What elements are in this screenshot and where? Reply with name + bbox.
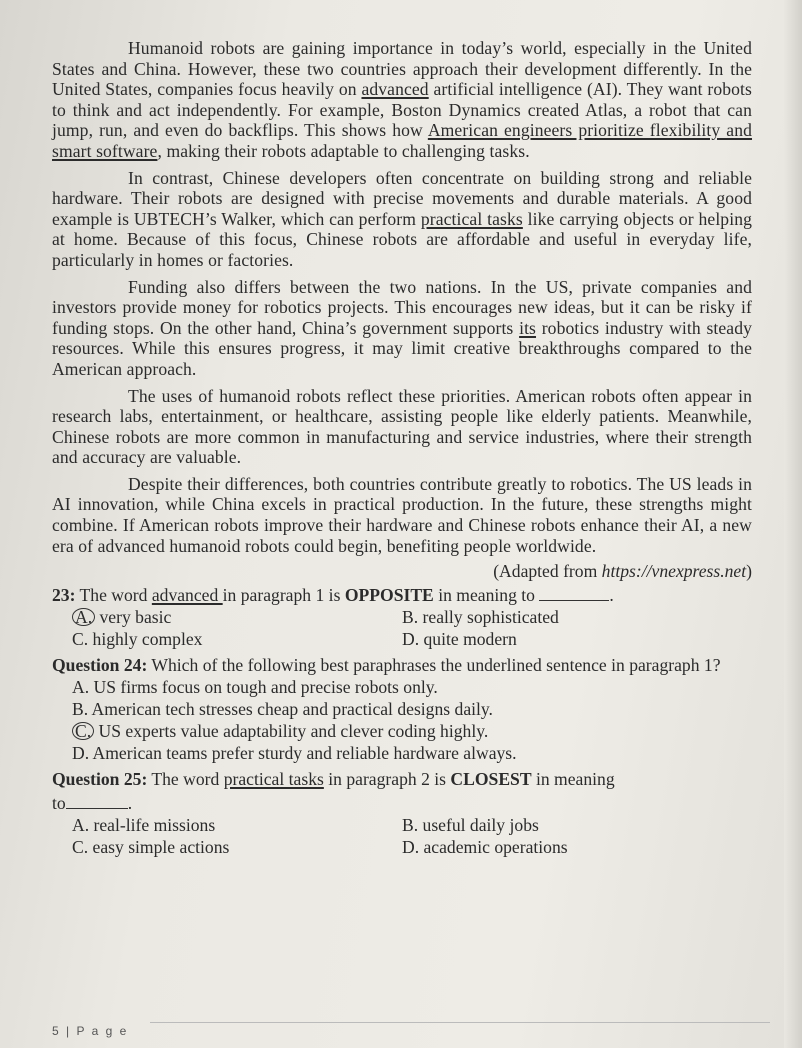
paragraph-2: In contrast, Chinese developers often concentrate on building strong and reliable hardware. Their robots are designed with precise movements and durable materials. A good example is UBTECH’s Walker, which can perform practical tasks like carrying objects or helping at home. Because of this focus, Chinese robots are affordable and useful in everyday life, particularly in homes or factories. xyxy=(52,167,752,270)
selected-answer-mark: C. xyxy=(72,722,94,740)
page-edge xyxy=(784,0,802,1048)
option-b[interactable]: B. American tech stresses cheap and practical designs daily. xyxy=(72,699,493,720)
option-a[interactable]: A. US firms focus on tough and precise robots only. xyxy=(72,677,438,698)
option-d[interactable]: D. academic operations xyxy=(402,837,568,858)
underlined-practical-tasks: practical tasks xyxy=(420,208,523,229)
selected-answer-mark: A. xyxy=(72,608,95,626)
paragraph-5: Despite their differences, both countries contribute greatly to robotics. The US leads in AI innovation, while China excels in practical production. In the future, these strengths might combine. If American robots improve their hardware and Chinese robots enhance their AI, a new era of advanced humanoid robots could begin, benefiting people worldwide. xyxy=(52,473,752,556)
paragraph-3: Funding also differs between the two nations. In the US, private companies and investors provide money for robotics projects. This encourages new ideas, but it can be risky if funding stops. On the other hand, China’s government supports its robotics industry with steady resources. While this ensures progress, it may limit creative breakthroughs compared to the American approach. xyxy=(52,276,752,379)
paragraph-1: Humanoid robots are gaining importance in today’s world, especially in the United States and China. However, these two countries approach their development differently. In the United States, companies focus heavily on advanced artificial intelligence (AI). They want robots to think and act independently. For example, Boston Dynamics created Atlas, a robot that can jump, run, and even do backflips. This shows how American engineers prioritize flexibility and smart software, making their robots adaptable to challenging tasks. xyxy=(52,38,753,161)
source-citation: (Adapted from https://vnexpress.net) xyxy=(493,561,752,582)
option-a[interactable]: A. real-life missions xyxy=(72,815,216,836)
question-25-options xyxy=(52,814,752,858)
answer-blank xyxy=(539,586,609,601)
option-b[interactable]: B. really sophisticated xyxy=(402,607,559,628)
page-number: 5 | P a g e xyxy=(52,1024,129,1038)
question-23: 23: The word advanced in paragraph 1 is OPPOSITE in meaning to . xyxy=(52,585,614,606)
source-url: https://vnexpress.net xyxy=(601,561,747,582)
underlined-its: its xyxy=(519,317,537,338)
option-c[interactable]: C. easy simple actions xyxy=(72,837,230,858)
question-25: Question 25: The word practical tasks in paragraph 2 is CLOSEST in meaning xyxy=(52,769,615,790)
question-25-continued: to . xyxy=(52,793,133,814)
option-c[interactable]: C. US experts value adaptability and clever coding highly. xyxy=(52,720,752,742)
paragraph-4: The uses of humanoid robots reflect these priorities. American robots often appear in research labs, entertainment, or healthcare, assisting people like elderly patients. Meanwhile, Chinese robots are more common in manufacturing and service industries, where their strength and accuracy are valuable. xyxy=(52,385,752,468)
underlined-sentence: American engineers prioritize flexibility and smart software xyxy=(52,120,753,161)
option-b[interactable]: B. useful daily jobs xyxy=(402,815,539,836)
option-a[interactable]: A. very basic xyxy=(72,606,402,628)
question-24: Question 24: Which of the following best paraphrases the underlined sentence in paragraph 1? xyxy=(52,655,721,676)
option-d[interactable]: D. quite modern xyxy=(402,629,517,650)
footer-divider xyxy=(150,1022,770,1023)
page-content xyxy=(52,38,752,858)
answer-blank xyxy=(66,794,128,809)
option-c[interactable]: C. highly complex xyxy=(72,629,203,650)
underlined-word-advanced: advanced xyxy=(361,79,429,100)
question-23-options xyxy=(52,606,752,650)
option-d[interactable]: D. American teams prefer sturdy and reliable hardware always. xyxy=(72,743,517,764)
